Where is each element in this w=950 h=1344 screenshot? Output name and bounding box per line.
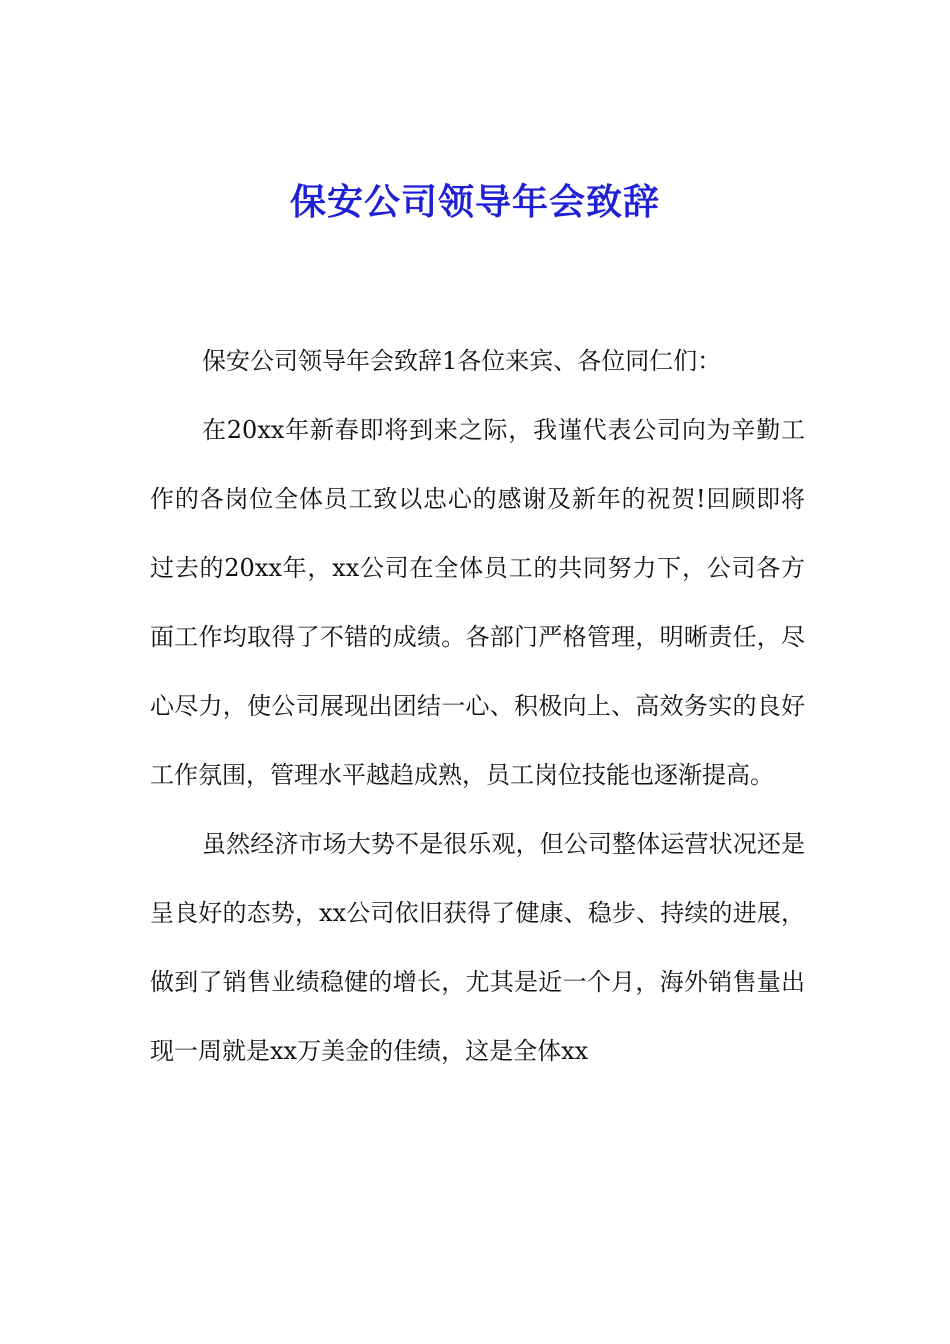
document-body [150, 327, 805, 1086]
document-title: 保安公司领导年会致辞 [289, 182, 660, 223]
paragraph-2: 在20xx年新春即将到来之际，我谨代表公司向为辛勤工作的各岗位全体员工致以忠心的感谢及新年的祝贺!回顾即将过去的20xx年，xx公司在全体员工的共同努力下，公司各方面工作均取得了不错的成绩。各部门严格管理，明晰责任，尽心尽力，使公司展现出团结一心、积极向上、高效务实的良好工作氛围，管理水平越趋成熟，员工岗位技能也逐渐提高。 [150, 416, 805, 789]
paragraph-1: 保安公司领导年会致辞1各位来宾、各位同仁们： [202, 347, 722, 375]
paragraph-3: 虽然经济市场大势不是很乐观，但公司整体运营状况还是呈良好的态势，xx公司依旧获得了健康、稳步、持续的进展，做到了销售业绩稳健的增长，尤其是近一个月，海外销售量出现一周就是xx万美金的佳绩，这是全体xx [150, 830, 805, 1065]
